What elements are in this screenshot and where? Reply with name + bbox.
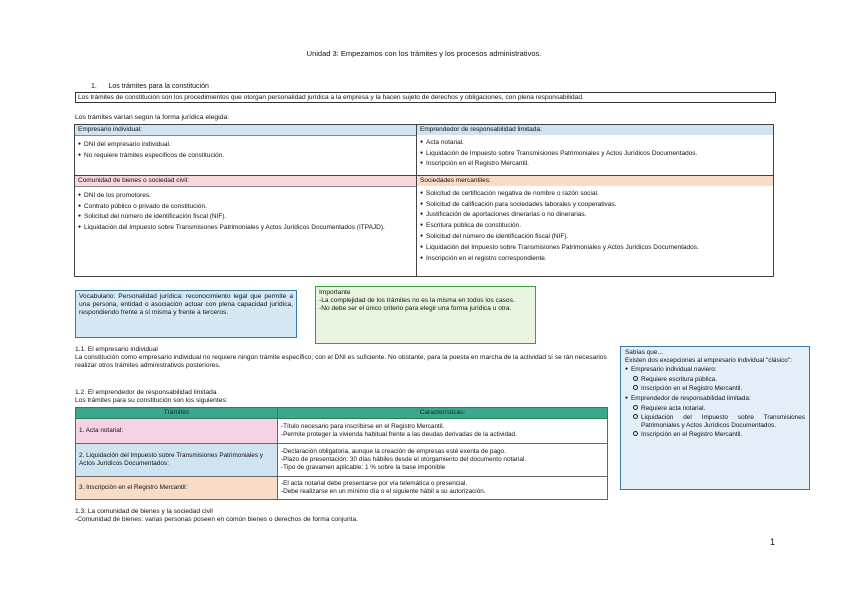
section-heading: 1.2. El emprendedor de responsabilidad limitada [75, 389, 217, 396]
caracteristicas-cell [278, 418, 608, 443]
section-text: -Comunidad de bienes: varias personas poseen en común bienes o derechos de forma conjunta. [75, 515, 358, 523]
section-emprendedor [75, 389, 227, 405]
table-row [76, 418, 608, 443]
important-heading: Importante [319, 289, 351, 296]
table-row [76, 443, 608, 476]
important-box [315, 286, 536, 344]
section-comunidad [75, 508, 358, 524]
section-subtext: Los trámites para su constitución son los siguientes: [75, 396, 228, 404]
list-item: ● Solicitud de certificación negativa de nombre o razón social. [420, 190, 770, 198]
section-empresario [75, 346, 615, 370]
section-heading: 1.1. El empresario individual [75, 346, 158, 353]
forms-grid [74, 124, 774, 277]
table-header: Características: [278, 408, 608, 419]
list-item: ● Solicitud del número de identificación fiscal (NIF). [78, 213, 413, 221]
tramites-table [75, 407, 608, 500]
list-item: ● No requiere trámites específicos de constitución. [78, 152, 413, 160]
comunidad-cell [75, 176, 417, 277]
list-item: ● Solicitud del número de identificación fiscal (NIF). [420, 233, 770, 241]
caracteristica: -Plazo de presentación: 30 días hábiles desde el otorgamiento del documento notarial. [281, 456, 527, 464]
list-item: ● Contrato público o privado de constitución. [78, 203, 413, 211]
tramite-cell: 2. Liquidación del Impuesto sobre Transmisiones Patrimoniales y Actos Jurídicos Documentados: [76, 443, 278, 476]
sabias-bullet: ● Emprendedor de responsabilidad limitada: [625, 395, 805, 403]
list-item: ● DNI del empresario individual. [78, 141, 413, 149]
emprendedor-header: Emprendedor de responsabilidad limitada: [417, 125, 773, 135]
important-line: -No debe ser el único criterio para elegir una forma jurídica u otra. [319, 304, 512, 312]
sabias-subitem: Liquidación del Impuesto sobre Transmisiones Patrimoniales y Actos Jurídicos Documentados. [625, 414, 805, 429]
circle-bullet-icon [633, 414, 638, 419]
caracteristica: -Debe realizarse en un mínimo día o el siguiente hábil a su autorización. [281, 487, 486, 495]
page-title: Unidad 3: Empezamos con los trámites y los procesos administrativos. [306, 49, 542, 58]
sabias-subitem: Inscripción en el Registro Mercantil. [625, 385, 805, 393]
tramite-cell: 3. Inscripción en el Registro Mercantil: [76, 476, 278, 499]
list-item: ● Acta notarial. [420, 139, 770, 147]
caracteristica: -Tipo de gravamen aplicable: 1 % sobre la base imponible [281, 463, 446, 471]
sabias-que-box [620, 346, 810, 490]
varian-text: Los trámites varían según la forma jurídica elegida: [75, 114, 230, 121]
vocabulary-box: Vocabulario: Personalidad jurídica: reconocimiento legal que permite a una persona, entidad o asociación actuar con plena capacidad jurídica, respondiendo frente a sí misma y frente a terceros. [75, 290, 297, 338]
sabias-subitem: Requiere escritura pública. [625, 376, 805, 384]
mercantiles-cell [417, 176, 774, 277]
important-line: -La complejidad de los trámites no es la misma en todos los casos. [319, 296, 515, 304]
page-number: 1 [770, 537, 776, 547]
caracteristica: -Permite proteger la vivienda habitual frente a las deudas derivadas de la actividad. [281, 430, 517, 438]
caracteristica: -El acta notarial debe presentarse por vía telemática o presencial. [281, 480, 468, 488]
list-item: ● Liquidación del Impuesto sobre Transmisiones Patrimoniales y Actos Jurídicos Documentados. [420, 244, 770, 252]
list-item: ● Liquidación del Impuesto sobre Transmisiones Patrimoniales y Actos Jurídicos Documentados (ITPAJD). [78, 224, 413, 232]
table-row [76, 476, 608, 499]
section-text: La constitución como empresario individual no requiere ningún trámite específico; con el DNI es suficiente. No obstante, para la puesta en marcha de la actividad sí se rán necesarios realizar otros trámites administrativos posteriores. [75, 353, 607, 369]
table-header: Trámites [76, 408, 278, 419]
section-heading: 1.3. La comunidad de bienes y la sociedad civil [75, 508, 213, 515]
comunidad-header: Comunidad de bienes o sociedad civil: [75, 176, 416, 187]
list-item: ● DNI de los promotores. [78, 192, 413, 200]
mercantiles-header: Sociedades mercantiles: [417, 176, 773, 186]
list-item: ● Liquidación de Impuesto sobre Transmisiones Patrimoniales y Actos Jurídicos Documentados. [420, 150, 770, 158]
list-item: ● Escritura pública de constitución. [420, 222, 770, 230]
list-item: ● Inscripción en el registro correspondiente. [420, 255, 770, 263]
circle-bullet-icon [633, 431, 638, 436]
caracteristicas-cell [278, 443, 608, 476]
empresario-header: Empresario individual: [75, 125, 416, 136]
list-item: ● Solicitud de calificación para sociedades laborales y cooperativas. [420, 201, 770, 209]
sabias-subitem: Inscripción en el Registro Mercantil. [625, 431, 805, 439]
sabias-heading: Sabías que… [625, 349, 664, 356]
circle-bullet-icon [633, 376, 638, 381]
section-heading-constitucion: 1. Los trámites para la constitución [91, 83, 209, 90]
list-item: ● Inscripción en el Registro Mercantil. [420, 160, 770, 168]
sabias-bullet: ● Empresario individual naviero: [625, 366, 805, 374]
definition-box: Los trámites de constitución son los procedimientos que otorgan personalidad jurídica a la empresa y la hacen sujeto de derechos y obligaciones, con plena responsabilidad. [75, 92, 776, 103]
circle-bullet-icon [633, 405, 638, 410]
empresario-cell [75, 125, 417, 176]
circle-bullet-icon [633, 385, 638, 390]
tramite-cell: 1. Acta notarial: [76, 418, 278, 443]
list-item: ● Justificación de aportaciones dinerarias o no dinerarias. [420, 211, 770, 219]
emprendedor-cell [417, 125, 774, 176]
sabias-subitem: Requiere acta notarial. [625, 405, 805, 413]
caracteristica: -Declaración obligatoria, aunque la creación de empresas esté exenta de pago. [281, 448, 506, 456]
sabias-intro: Existen dos excepciones al empresario individual "clásico": [625, 356, 792, 364]
caracteristicas-cell [278, 476, 608, 499]
caracteristica: -Título necesario para inscribirse en el Registro Mercantil. [281, 423, 445, 431]
